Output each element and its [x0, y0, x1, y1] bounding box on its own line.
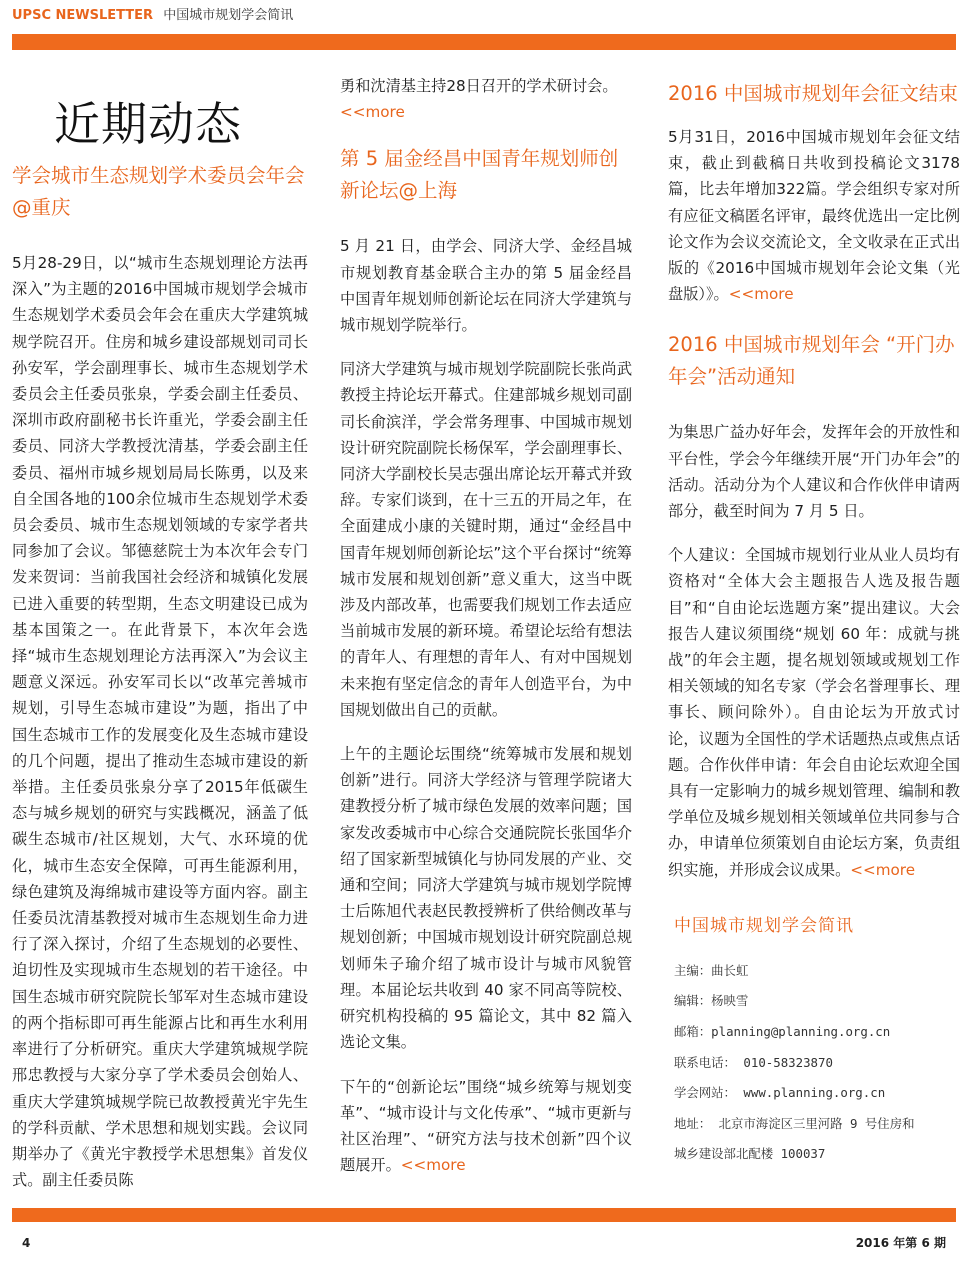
- article-forum-p4: [340, 1074, 632, 1179]
- more-link-forum[interactable]: <<more: [400, 1156, 466, 1175]
- article-essay-body: [668, 124, 960, 307]
- continuation-text: 勇和沈清基主持28日召开的学术研讨会。: [340, 77, 618, 95]
- info-editor: 编辑：杨映雪: [674, 993, 749, 1009]
- article-forum-p1: 5 月 21 日，由学会、同济大学、金经昌城市规划教育基金联合主办的第 5 届金经昌中国青年规划师创新论坛在同济大学建筑与城市规划学院举行。: [340, 237, 632, 335]
- article-open-p2: [668, 542, 960, 883]
- issue-label: 2016 年第 6 期: [855, 1236, 946, 1250]
- brand-name: UPSC NEWSLETTER: [12, 8, 154, 23]
- info-phone: 联系电话： 010-58323870: [674, 1054, 833, 1070]
- info-box-title: 中国城市规划学会简讯: [674, 915, 854, 936]
- article-heading-ecology: 学会城市生态规划学术委员会年会@重庆: [12, 164, 305, 219]
- article-heading-forum: 第 5 届金经昌中国青年规划师创新论坛@上海: [340, 147, 619, 203]
- newsletter-header: [12, 4, 293, 28]
- info-address-line1: 地址： 北京市海淀区三里河路 9 号住房和: [674, 1115, 915, 1131]
- more-link-essay[interactable]: <<more: [728, 285, 794, 304]
- column-2: [340, 73, 632, 1196]
- more-link-open[interactable]: <<more: [850, 860, 916, 879]
- essay-body-text: 5月31日，2016中国城市规划年会征文结束，截止到截稿日共收到投稿论文3178篇，比去年增加322篇。学会组织专家对所有应征文稿匿名评审，最终优选出一定比例论文作为会议交流论文，全文收录在正式出版的《2016中国城市规划年会论文集（光盘版）》。: [668, 128, 960, 304]
- article-forum-p3: 上午的主题论坛围绕“统筹城市发展和规划创新”进行。同济大学经济与管理学院诸大建教授分析了城市绿色发展的效率问题；国家发改委城市中心综合交通院院长张国华介绍了国家新型城镇化与协同发展的产业、交通和空间；同济大学建筑与城市规划学院博士后陈旭代表赵民教授辨析了供给侧改革与规划创新；中国城市规划设计研究院副总规划师朱子瑜介绍了城市设计与城市风貌管理。本届论坛共收到 40 家不同高等院校、研究机构投稿的 95 篇论文，其中 82 篇入选论文集。: [340, 745, 632, 1052]
- section-title: 近期动态: [54, 97, 242, 151]
- info-email[interactable]: 邮箱：planning@planning.org.cn: [674, 1024, 891, 1040]
- page-number: 4: [22, 1236, 31, 1250]
- forum-p4-text: 下午的“创新论坛”围绕“城乡统筹与规划变革”、“城市设计与文化传承”、“城市更新与社区治理”、“研究方法与技术创新”四个议题展开。: [340, 1077, 632, 1175]
- header-subtitle: 中国城市规划学会简讯: [163, 8, 294, 23]
- top-accent-bar: [12, 34, 956, 50]
- open-p2-text: 个人建议：全国城市规划行业从业人员均有资格对“全体大会主题报告人选及报告题目”和“自由论坛选题方案”提出建议。大会报告人建议须围绕“规划 60 年：成就与挑战”的年会主题，提名规划领域或规划工作相关领域的知名专家（学会名誉理事长、理事长、顾问除外）。自由论坛为开放式讨论，议题为全国性的学术话题热点或焦点话题。合作伙伴申请：年会自由论坛欢迎全国具有一定影响力的城乡规划管理、编制和教学单位及城乡规划相关领域单位共同参与合办，申请单位须策划自由论坛方案，负责组织实施，并形成会议成果。: [668, 546, 960, 879]
- article-open-p1: 为集思广益办好年会，发挥年会的开放性和平台性，学会今年继续开展“开门办年会”的活动。活动分为个人建议和合作伙伴申请两部分，截至时间为 7 月 5 日。: [668, 423, 960, 521]
- info-website[interactable]: 学会网站： www.planning.org.cn: [674, 1085, 886, 1101]
- article-heading-essay: 2016 中国城市规划年会征文结束: [668, 82, 958, 105]
- column-3: [668, 78, 960, 1170]
- bottom-accent-bar: [12, 1208, 956, 1222]
- more-link-ecology[interactable]: <<more: [340, 103, 405, 122]
- info-editor-in-chief: 主编：曲长虹: [674, 962, 749, 978]
- article-continuation: [340, 73, 632, 125]
- article-heading-open-conference: 2016 中国城市规划年会 “开门办年会”活动通知: [668, 333, 955, 389]
- column-1: [12, 80, 308, 1211]
- article-body-ecology: 5月28-29日，以“城市生态规划理论方法再深入”为主题的2016中国城市规划学会城市生态规划学术委员会年会在重庆大学建筑城规学院召开。住房和城乡建设部规划司司长孙安军，学会副理事长、城市生态规划学术委员会主任委员张泉，学委会副主任委员、深圳市政府副秘书长许重光，学委会副主任委员、同济大学教授沈清基，学委会副主任委员、福州市城乡规划局局长陈勇，以及来自全国各地的100余位城市生态规划学术委员会委员、城市生态规划领域的专家学者共同参加了会议。邹德慈院士为本次年会专门发来贺词：当前我国社会经济和城镇化发展已进入重要的转型期，生态文明建设已成为基本国策之一。在此背景下，本次年会选择“城市生态规划理论方法再深入”为会议主题意义深远。孙安军司长以“改革完善城市规划，引导生态城市建设”为题，指出了中国生态城市工作的发展变化及生态城市建设的几个问题，提出了推动生态城市建设的新举措。主任委员张泉分享了2015年低碳生态与城乡规划的研究与实践概况，涵盖了低碳生态城市/社区规划，大气、水环境的优化，城市生态安全保障，可再生能源利用，绿色建筑及海绵城市建设等方面内容。副主任委员沈清基教授对城市生态规划生命力进行了深入探讨，介绍了生态规划的必要性、迫切性及实现城市生态规划的若干途径。中国生态城市研究院院长邹军对生态城市建设的两个指标即可再生能源占比和再生水利用率进行了分析研究。重庆大学建筑城规学院邢忠教授与大家分享了学术委员会创始人、重庆大学建筑城规学院已故教授黄光宇先生的学科贡献、学术思想和规划实践。会议同期举办了《黄光宇教授学术思想集》首发仪式。副主任委员陈: [12, 254, 308, 1190]
- article-forum-p2: 同济大学建筑与城市规划学院副院长张尚武教授主持论坛开幕式。住建部城乡规划司副司长俞滨洋，学会常务理事、中国城市规划设计研究院副院长杨保军，学会副理事长、同济大学副校长吴志强出席论坛开幕式并致辞。专家们谈到，在十三五的开局之年，在全面建成小康的关键时期，通过“金经昌中国青年规划师创新论坛”这个平台探讨“统筹城市发展和规划创新”意义重大，这当中既涉及内部改革，也需要我们规划工作去适应当前城市发展的新环境。希望论坛给有想法的青年人、有理想的青年人、有对中国规划未来抱有坚定信念的青年人创造平台，为中国规划做出自己的贡献。: [340, 360, 632, 719]
- info-address-line2: 城乡建设部北配楼 100037: [674, 1146, 826, 1162]
